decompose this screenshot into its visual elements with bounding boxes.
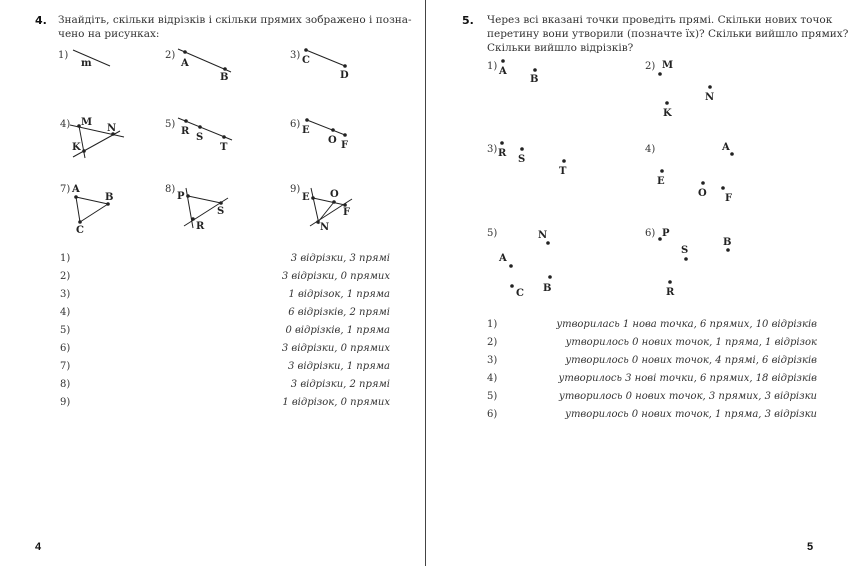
point-dot bbox=[500, 141, 504, 145]
point-label: E bbox=[302, 125, 310, 136]
answer-row bbox=[487, 372, 817, 386]
point-dot bbox=[304, 48, 308, 52]
point-dot bbox=[730, 152, 734, 156]
point-label: T bbox=[220, 142, 228, 153]
answer-text: 3 відрізки, 1 пряма bbox=[288, 361, 390, 372]
point-label: R bbox=[498, 148, 507, 159]
answer-text: утворилось 0 нових точок, 4 прямі, 6 відрізків bbox=[565, 355, 817, 366]
task-4-number: 4. bbox=[35, 14, 47, 27]
answer-text: утворилось 0 нових точок, 1 пряма, 1 відрізок bbox=[565, 337, 817, 348]
figure-3 bbox=[487, 141, 567, 177]
figure-3 bbox=[290, 48, 349, 81]
task-4-text-line1: Знайдіть, скільки відрізків і скільки прямих зображено і позна- bbox=[58, 14, 412, 26]
point-dot bbox=[343, 133, 347, 137]
figure-6-label: 6) bbox=[290, 119, 301, 130]
point-label: F bbox=[343, 207, 351, 218]
answer-text: утворилась 1 нова точка, 6 прямих, 10 відрізків bbox=[556, 319, 817, 330]
answer-row bbox=[487, 336, 817, 350]
point-dot bbox=[198, 125, 202, 129]
answer-number: 7) bbox=[60, 361, 71, 372]
task-5-text-line3: Скільки вийшло відрізків? bbox=[487, 42, 634, 54]
answer-number: 4) bbox=[60, 307, 71, 318]
point-label: E bbox=[657, 176, 665, 187]
point-dot bbox=[509, 264, 513, 268]
figure-6 bbox=[290, 118, 348, 151]
answer-number: 1) bbox=[60, 253, 71, 264]
answer-row bbox=[60, 288, 390, 302]
point-dot bbox=[331, 128, 335, 132]
figure-8-label: 8) bbox=[165, 184, 176, 195]
answer-text: 3 відрізки, 0 прямих bbox=[281, 271, 390, 282]
point-dot bbox=[332, 200, 336, 204]
point-label: K bbox=[72, 142, 81, 153]
figure-1-label: 1) bbox=[58, 50, 69, 61]
point-dot bbox=[684, 257, 688, 261]
answer-row bbox=[60, 342, 390, 356]
figure-5-label: 5) bbox=[487, 228, 498, 239]
point-dot bbox=[721, 186, 725, 190]
point-label: T bbox=[559, 166, 567, 177]
figure-2-label: 2) bbox=[645, 61, 656, 72]
point-dot bbox=[726, 248, 730, 252]
figure-4-label: 4) bbox=[60, 119, 71, 130]
point-label: S bbox=[518, 154, 526, 165]
point-label: R bbox=[196, 221, 205, 232]
answer-number: 4) bbox=[487, 373, 498, 384]
point-label: B bbox=[723, 237, 732, 248]
figure-1 bbox=[487, 59, 538, 85]
answer-row bbox=[487, 408, 817, 422]
point-dot bbox=[222, 135, 226, 139]
point-label: N bbox=[107, 123, 117, 134]
point-label: N bbox=[320, 222, 330, 233]
answer-number: 2) bbox=[487, 337, 498, 348]
point-label: B bbox=[220, 72, 229, 83]
point-label: P bbox=[177, 191, 185, 202]
point-label: S bbox=[217, 206, 225, 217]
point-label: M bbox=[81, 117, 93, 128]
point-dot bbox=[501, 59, 505, 63]
point-dot bbox=[78, 220, 82, 224]
answer-text: утворилось 0 нових точок, 3 прямих, 3 відрізки bbox=[559, 391, 817, 402]
point-dot bbox=[660, 169, 664, 173]
figure-7-label: 7) bbox=[60, 184, 71, 195]
answer-row bbox=[60, 270, 390, 284]
point-label: A bbox=[72, 184, 80, 195]
left-page bbox=[0, 0, 425, 566]
figure-4 bbox=[645, 142, 734, 204]
answer-text: 0 відрізків, 1 пряма bbox=[285, 325, 390, 336]
point-label: R bbox=[666, 287, 675, 298]
answer-row bbox=[60, 324, 390, 338]
right-page bbox=[426, 0, 851, 566]
answer-number: 6) bbox=[487, 409, 498, 420]
point-dot bbox=[82, 149, 86, 153]
answer-text: утворилось 0 нових точок, 1 пряма, 3 відрізки bbox=[565, 409, 817, 420]
figure-3-label: 3) bbox=[487, 144, 498, 155]
figure-5 bbox=[487, 228, 552, 299]
point-label: R bbox=[181, 126, 190, 137]
point-label: N bbox=[538, 230, 548, 241]
task-5-text-line2: перетину вони утворили (позначте їх)? Скільки вийшло прямих? bbox=[487, 28, 849, 40]
task-5-figures bbox=[426, 0, 851, 310]
point-dot bbox=[562, 159, 566, 163]
answer-text: 1 відрізок, 0 прямих bbox=[282, 397, 390, 408]
figure-9-label: 9) bbox=[290, 184, 301, 195]
answer-row bbox=[487, 354, 817, 368]
point-label: O bbox=[328, 135, 337, 146]
point-dot bbox=[658, 72, 662, 76]
point-label: F bbox=[341, 140, 349, 151]
point-dot bbox=[708, 85, 712, 89]
point-label: O bbox=[330, 189, 339, 200]
point-label: M bbox=[662, 60, 674, 71]
point-dot bbox=[311, 196, 315, 200]
figure-4-label: 4) bbox=[645, 144, 656, 155]
page-number-right: 5 bbox=[807, 541, 814, 553]
answer-number: 9) bbox=[60, 397, 71, 408]
point-label: B bbox=[530, 74, 539, 85]
answer-number: 6) bbox=[60, 343, 71, 354]
point-label: C bbox=[302, 55, 310, 66]
answer-number: 2) bbox=[60, 271, 71, 282]
task-4-text-line2: чено на рисунках: bbox=[58, 28, 160, 40]
figure-2-label: 2) bbox=[165, 50, 176, 61]
point-dot bbox=[223, 67, 227, 71]
task-5-text-line1: Через всі вказані точки проведіть прямі. Скільки нових точок bbox=[487, 14, 833, 26]
point-label: C bbox=[516, 288, 524, 299]
figure-1 bbox=[58, 50, 110, 69]
point-dot bbox=[74, 195, 78, 199]
point-dot bbox=[533, 68, 537, 72]
point-dot bbox=[546, 241, 550, 245]
figure-9 bbox=[290, 184, 352, 233]
answer-row bbox=[60, 360, 390, 374]
point-dot bbox=[219, 201, 223, 205]
figure-6-label: 6) bbox=[645, 228, 656, 239]
point-label: K bbox=[663, 108, 672, 119]
point-label: B bbox=[105, 192, 114, 203]
figure-8 bbox=[165, 184, 228, 232]
answer-row bbox=[487, 318, 817, 332]
answer-text: 3 відрізки, 0 прямих bbox=[281, 343, 390, 354]
figure-4 bbox=[60, 117, 124, 158]
answer-number: 1) bbox=[487, 319, 498, 330]
point-label: A bbox=[499, 66, 507, 77]
point-label: D bbox=[340, 70, 349, 81]
figure-6 bbox=[645, 228, 731, 298]
point-dot bbox=[665, 101, 669, 105]
point-dot bbox=[520, 147, 524, 151]
answer-text: 3 відрізки, 3 прямі bbox=[290, 253, 390, 264]
answer-number: 3) bbox=[60, 289, 71, 300]
point-dot bbox=[548, 275, 552, 279]
point-dot bbox=[701, 181, 705, 185]
point-label: F bbox=[725, 193, 733, 204]
answer-text: 3 відрізки, 2 прямі bbox=[290, 379, 390, 390]
answer-number: 5) bbox=[487, 391, 498, 402]
answer-text: 1 відрізок, 1 пряма bbox=[288, 289, 390, 300]
figure-7 bbox=[60, 184, 113, 236]
answer-text: 6 відрізків, 2 прямі bbox=[288, 307, 390, 318]
answer-text: утворилось 3 нові точки, 6 прямих, 18 відрізків bbox=[558, 373, 817, 384]
point-label: C bbox=[76, 225, 84, 236]
point-label: E bbox=[302, 192, 310, 203]
point-label: m bbox=[81, 58, 92, 69]
point-label: S bbox=[681, 245, 689, 256]
point-label: N bbox=[705, 92, 715, 103]
answer-number: 3) bbox=[487, 355, 498, 366]
figure-2 bbox=[165, 49, 231, 83]
task-5-number: 5. bbox=[462, 14, 474, 27]
answer-row bbox=[60, 306, 390, 320]
point-label: P bbox=[662, 228, 670, 239]
task-4-figures bbox=[0, 0, 425, 250]
point-dot bbox=[668, 280, 672, 284]
answer-number: 8) bbox=[60, 379, 71, 390]
point-dot bbox=[305, 118, 309, 122]
answer-row bbox=[487, 390, 817, 404]
point-dot bbox=[510, 284, 514, 288]
point-label: O bbox=[698, 188, 707, 199]
point-dot bbox=[191, 217, 195, 221]
point-label: A bbox=[181, 58, 189, 69]
point-dot bbox=[343, 64, 347, 68]
point-label: B bbox=[543, 283, 552, 294]
answer-number: 5) bbox=[60, 325, 71, 336]
figure-5 bbox=[165, 118, 232, 153]
answer-row bbox=[60, 378, 390, 392]
point-dot bbox=[183, 50, 187, 54]
figure-1-label: 1) bbox=[487, 61, 498, 72]
point-label: A bbox=[722, 142, 730, 153]
figure-3-label: 3) bbox=[290, 50, 301, 61]
page-number-left: 4 bbox=[35, 541, 42, 553]
figure-2 bbox=[645, 60, 714, 119]
answer-row bbox=[60, 252, 390, 266]
answer-row bbox=[60, 396, 390, 410]
point-label: A bbox=[499, 253, 507, 264]
point-label: S bbox=[196, 132, 204, 143]
figure-5-label: 5) bbox=[165, 119, 176, 130]
point-dot bbox=[184, 119, 188, 123]
point-dot bbox=[186, 194, 190, 198]
